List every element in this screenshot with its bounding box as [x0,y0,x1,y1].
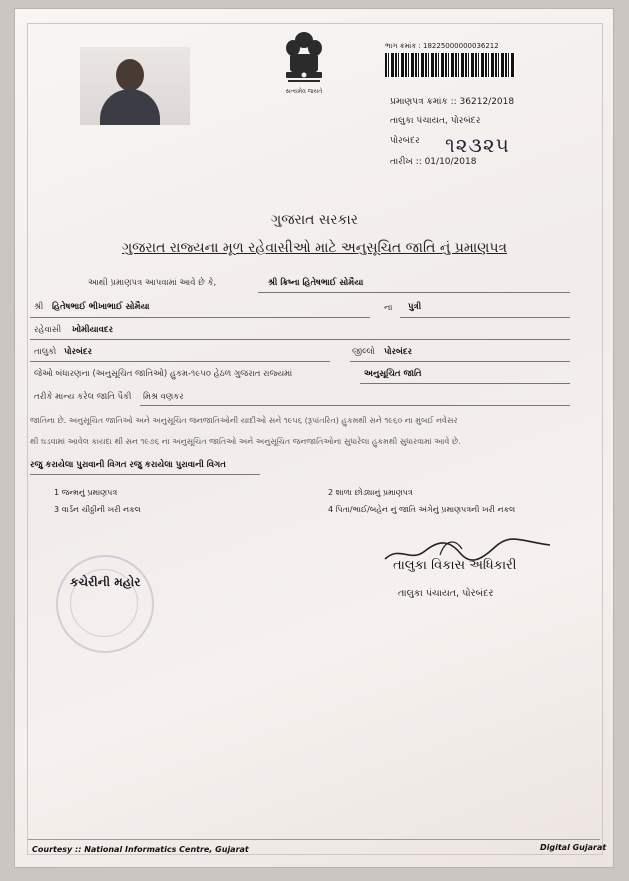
taluka-label: તાલુકો [34,347,57,357]
documents-title-underline [30,474,260,475]
footer-digital-gujarat: Digital Gujarat [540,843,607,852]
applicant-name: શ્રી ક્રિષ્ના હિતેષભાઈ સોમૈયા [268,278,364,288]
resident-label: રહેવાસી [34,325,62,335]
caste-underline [360,383,570,384]
recognized-value: મિશ્ર વણકર [143,392,184,402]
district-label: જીલ્લો [352,347,376,357]
intro-label: આથી પ્રમાણપત્ર આપવામાં આવે છે કે, [88,278,217,288]
father-underline [30,317,370,318]
footer-courtesy: Courtesy :: National Informatics Centre, Gujarat [32,845,249,854]
handwritten-number: ૧૨૩૨૫ [445,133,510,157]
documents-title: રજુ કરાયેલા પુરાવાની વિગત રજુ કરાયેલા પુરાવાની વિગત [30,460,226,470]
legal-paragraph-line1: જાતિના છે. અનુસૂચિત જાતિઓ અને અનુસૂચિત જનજાતિઓની યાદીઓ સને ૧૯૫૬ (રૂપાંતરિત) હુકમથી સને ૧૯૬૦ ના મુંબઈ નવેસર [30,416,458,425]
resident-value: ખોમીયાવદર [72,325,114,335]
name-underline [258,292,570,293]
father-name: હિતેષભાઈ ભીખાભાઈ સોમૈયા [52,302,150,312]
district-underline [350,361,570,362]
caste-label: જેઓ બંધારણના (અનુસૂચિત જાતિઓ) હુકમ-૧૯૫૦ હેઠળ ગુજરાત રાજ્યમાં [34,369,293,379]
document-item: 4 પિતા/ભાઈ/બહેન નું જાતિ અંગેનું પ્રમાણપત્રની ખરી નકલ [328,505,516,514]
certificate-number: પ્રમાણપત્ર ક્રમાંક :: 36212/2018 [390,97,515,107]
photo-head [116,59,144,91]
recognized-label: તરીકે માન્ય કરેલ જાતિ પૈકી [34,392,132,402]
resident-underline [30,339,570,340]
barcode-number: ભાગ ક્રમાંક : 18225000000036212 [385,42,499,50]
taluka-value: પોરબંદર [64,347,93,357]
document-item: 2 શાળા છોડ્યાનું પ્રમાણપત્ર [328,488,413,497]
district-value: પોરબંદર [384,347,413,357]
government-title: ગુજરાત સરકાર [271,212,358,228]
document-item: 1 જન્મનું પ્રમાણપત્ર [54,488,118,497]
barcode [385,53,515,77]
issuer-office: તાલુકા પંચાયત, પોરબંદર [390,116,481,126]
taluka-underline [30,361,330,362]
shri-prefix: શ્રી [34,302,44,312]
applicant-photo [80,47,190,125]
relation-na: ના [384,303,393,313]
certificate-title-text: ગુજરાત રાજ્યના મૂળ રહેવાસીઓ માટે અનુસૂચિત જાતિ નું પ્રમાણપત્ર [121,240,508,256]
issue-date: તારીખ :: 01/10/2018 [390,157,477,167]
signatory-office: તાલુકા પંચાયત, પોરબંદર [398,588,494,599]
state-emblem-icon [278,28,330,108]
issuer-place: પોરબંદર [390,136,420,146]
relation-underline [400,317,570,318]
office-seal-label: કચેરીની મહોર [70,575,141,589]
emblem-caption: સત્યમેવ જયતે [285,88,323,95]
footer-divider [28,839,600,840]
relation-value: પુત્રી [408,302,422,312]
signatory-title: તાલુકા વિકાસ અધિકારી [393,558,517,573]
document-item: 3 વાર્ડન ચીઠ્ઠીની ખરી નકલ [54,505,141,514]
certificate-title [0,240,629,256]
caste-value: અનુસૂચિત જાતિ [364,369,422,379]
legal-paragraph-line2: થી ઘડવામાં આવેલ કાયદા થી સન ૧૯૭૬ ના અનુસૂચિત જાતિઓ અને અનુસૂચિત જનજાતિઓના સુધારેલા હુકમથી સુધારવામાં આવે છે. [30,437,461,446]
recognized-underline [140,405,570,406]
photo-body [100,89,160,125]
